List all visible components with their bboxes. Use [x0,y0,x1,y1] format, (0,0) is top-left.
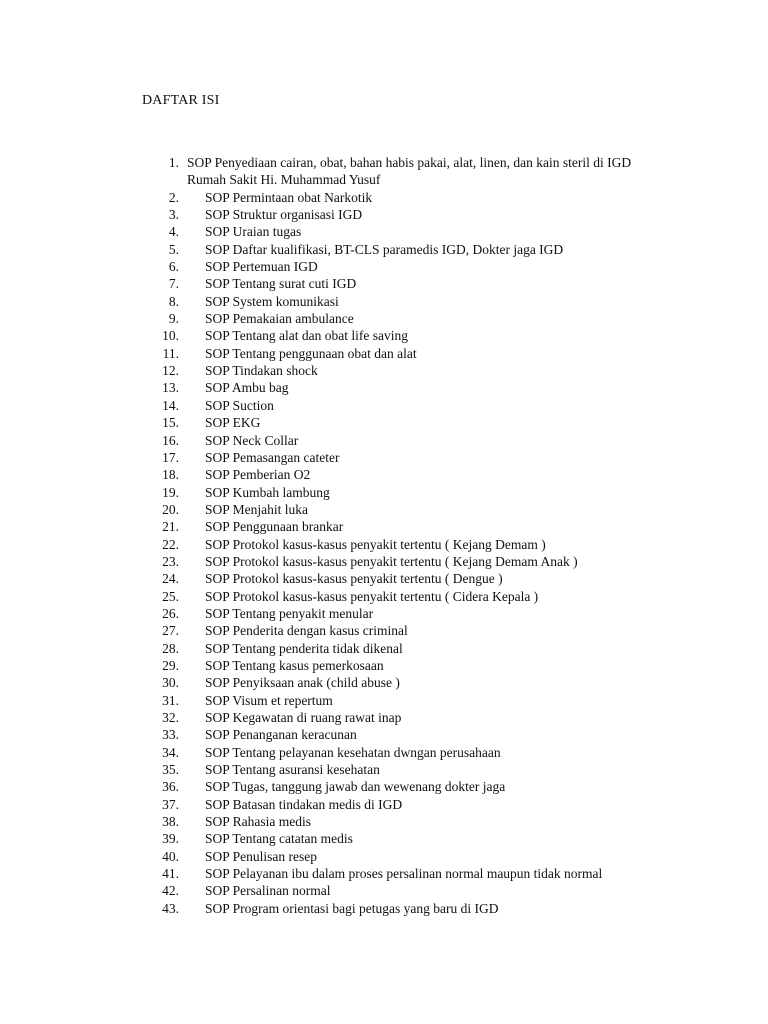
toc-item [142,778,702,795]
toc-item [142,397,702,414]
toc-item [142,536,702,553]
toc-item-number: 2. [168,189,179,205]
toc-item-number: 11. [162,345,179,361]
toc-item-text: SOP Tentang catatan medis [205,831,353,847]
toc-item-text: SOP Protokol kasus-kasus penyakit tertentu ( Cidera Kepala ) [205,588,539,604]
toc-item-number: 34. [162,744,179,760]
toc-item-text: SOP Permintaan obat Narkotik [205,189,373,205]
toc-item [142,640,702,657]
toc-item [142,674,702,691]
toc-item-text: SOP Struktur organisasi IGD [205,207,363,223]
toc-item [142,501,702,518]
toc-item [142,830,702,847]
toc-item-text: SOP Tentang pelayanan kesehatan dwngan perusahaan [205,744,501,760]
toc-item-number: 7. [168,276,179,292]
toc-item [142,813,702,830]
toc-item-number: 15. [162,415,179,431]
toc-item-text: SOP Pelayanan ibu dalam proses persalinan normal maupun tidak normal [205,866,603,882]
toc-item [142,206,702,223]
toc-item [142,345,702,362]
toc-item-text: SOP Tentang kasus pemerkosaan [205,657,384,673]
toc-item-text: SOP Persalinan normal [205,883,331,899]
toc-item-text: SOP Neck Collar [205,432,299,448]
toc-item [142,553,702,570]
toc-item-text: SOP Penderita dengan kasus criminal [205,623,408,639]
toc-item-number: 28. [162,640,179,656]
toc-item [142,293,702,310]
toc-item-text: SOP Tindakan shock [205,363,318,379]
toc-item-text: SOP Tentang asuransi kesehatan [205,762,380,778]
toc-item-number: 31. [162,692,179,708]
toc-item-number: 39. [162,831,179,847]
toc-item [142,900,702,917]
toc-item [142,379,702,396]
toc-item [142,692,702,709]
toc-item-text: SOP Uraian tugas [205,224,302,240]
toc-item-number: 3. [168,207,179,223]
toc-item-text: SOP Tugas, tanggung jawab dan wewenang dokter jaga [205,779,506,795]
toc-item [142,449,702,466]
toc-item-text: SOP Suction [205,397,274,413]
toc-item-text: SOP System komunikasi [205,293,339,309]
toc-item-text: SOP Kegawatan di ruang rawat inap [205,710,402,725]
toc-item-text: SOP Penanganan keracunan [205,727,357,743]
toc-item-text: SOP Batasan tindakan medis di IGD [205,796,403,812]
toc-item [142,258,702,275]
toc-item [142,588,702,605]
toc-item-number: 1. [168,155,179,170]
toc-item-number: 32. [162,710,179,725]
toc-item [142,241,702,258]
toc-item-text: SOP Tentang alat dan obat life saving [205,328,409,344]
toc-item [142,848,702,865]
toc-item-text: SOP Ambu bag [205,380,289,396]
toc-item [142,414,702,431]
toc-item-text: SOP Menjahit luka [205,501,308,517]
toc-item-number: 16. [162,432,179,448]
toc-item-number: 37. [162,796,179,812]
toc-item-text: SOP Protokol kasus-kasus penyakit tertentu ( Dengue ) [205,571,503,587]
toc-item-text: SOP Visum et repertum [205,692,333,708]
toc-item-text: SOP Tentang penderita tidak dikenal [205,640,403,656]
toc-item [142,432,702,449]
toc-item-text: SOP Daftar kualifikasi, BT-CLS paramedis IGD, Dokter jaga IGD [205,241,564,257]
toc-item-text: SOP Program orientasi bagi petugas yang baru di IGD [205,900,499,916]
toc-item [142,275,702,292]
toc-item [142,570,702,587]
toc-item-number: 33. [162,727,179,743]
toc-item-number: 27. [162,623,179,639]
toc-item-text: SOP Tentang penggunaan obat dan alat [205,345,417,361]
toc-item-number: 24. [162,571,179,587]
toc-item-number: 21. [162,519,179,535]
toc-item-text: SOP Protokol kasus-kasus penyakit tertentu ( Kejang Demam Anak ) [205,553,578,569]
toc-item-text: SOP Penyiksaan anak (child abuse ) [205,675,400,691]
toc-item-number: 26. [162,605,179,621]
toc-item-text: SOP Tentang penyakit menular [205,605,374,621]
toc-item-number: 40. [162,848,179,864]
toc-item-number: 19. [162,484,179,500]
toc-item-number: 10. [162,328,179,344]
toc-item-number: 36. [162,779,179,795]
toc-item-number: 29. [162,657,179,673]
toc-item [142,154,702,189]
toc-item-text: SOP Kumbah lambung [205,484,330,500]
toc-item-number: 22. [162,536,179,552]
toc-item-text: SOP Tentang surat cuti IGD [205,276,357,292]
toc-item-number: 41. [162,866,179,882]
toc-item [142,709,702,726]
toc-item [142,605,702,622]
toc-item [142,310,702,327]
toc-item [142,796,702,813]
toc-item [142,327,702,344]
toc-item-text: SOP Protokol kasus-kasus penyakit tertentu ( Kejang Demam ) [205,536,546,552]
toc-item-number: 43. [162,900,179,916]
toc-item-number: 35. [162,762,179,778]
toc-item-number: 12. [162,363,179,379]
toc-item-number: 42. [162,883,179,899]
toc-item-number: 25. [162,588,179,604]
toc-item-text: SOP Penggunaan brankar [205,519,344,535]
toc-item-number: 9. [168,311,179,327]
toc-item-text: SOP Pemberian O2 [205,467,311,483]
toc-item-number: 14. [162,397,179,413]
toc-item [142,484,702,501]
toc-item-text: SOP Pemasangan cateter [205,449,340,465]
toc-item [142,744,702,761]
toc-item [142,466,702,483]
toc-item-text: SOP EKG [205,415,261,431]
toc-item-text: SOP Pertemuan IGD [205,259,318,275]
toc-item [142,726,702,743]
toc-item [142,189,702,206]
toc-item [142,622,702,639]
toc-item [142,882,702,899]
toc-item-text: SOP Rahasia medis [205,814,311,830]
toc-item [142,362,702,379]
toc-item-number: 30. [162,675,179,691]
toc-item-number: 6. [168,259,179,275]
toc-item-number: 38. [162,814,179,830]
toc-item [142,223,702,240]
toc-item-number: 20. [162,501,179,517]
toc-item-text: SOP Penulisan resep [205,848,317,864]
toc-item-text: SOP Pemakaian ambulance [205,311,354,327]
toc-item-number: 17. [162,449,179,465]
toc-item-number: 8. [168,293,179,309]
table-of-contents [142,154,702,917]
toc-item-text: SOP Penyediaan cairan, obat, bahan habis pakai, alat, linen, dan kain steril di IGD Rumah Sakit Hi. Muhammad Yusuf [187,155,632,188]
toc-item-number: 18. [162,467,179,483]
toc-item [142,761,702,778]
toc-item-number: 13. [162,380,179,396]
toc-item-number: 23. [162,553,179,569]
toc-item-number: 5. [168,241,179,257]
page-title: DAFTAR ISI [142,93,220,108]
toc-item [142,657,702,674]
toc-item-number: 4. [168,224,179,240]
toc-item [142,518,702,535]
toc-item [142,865,702,882]
